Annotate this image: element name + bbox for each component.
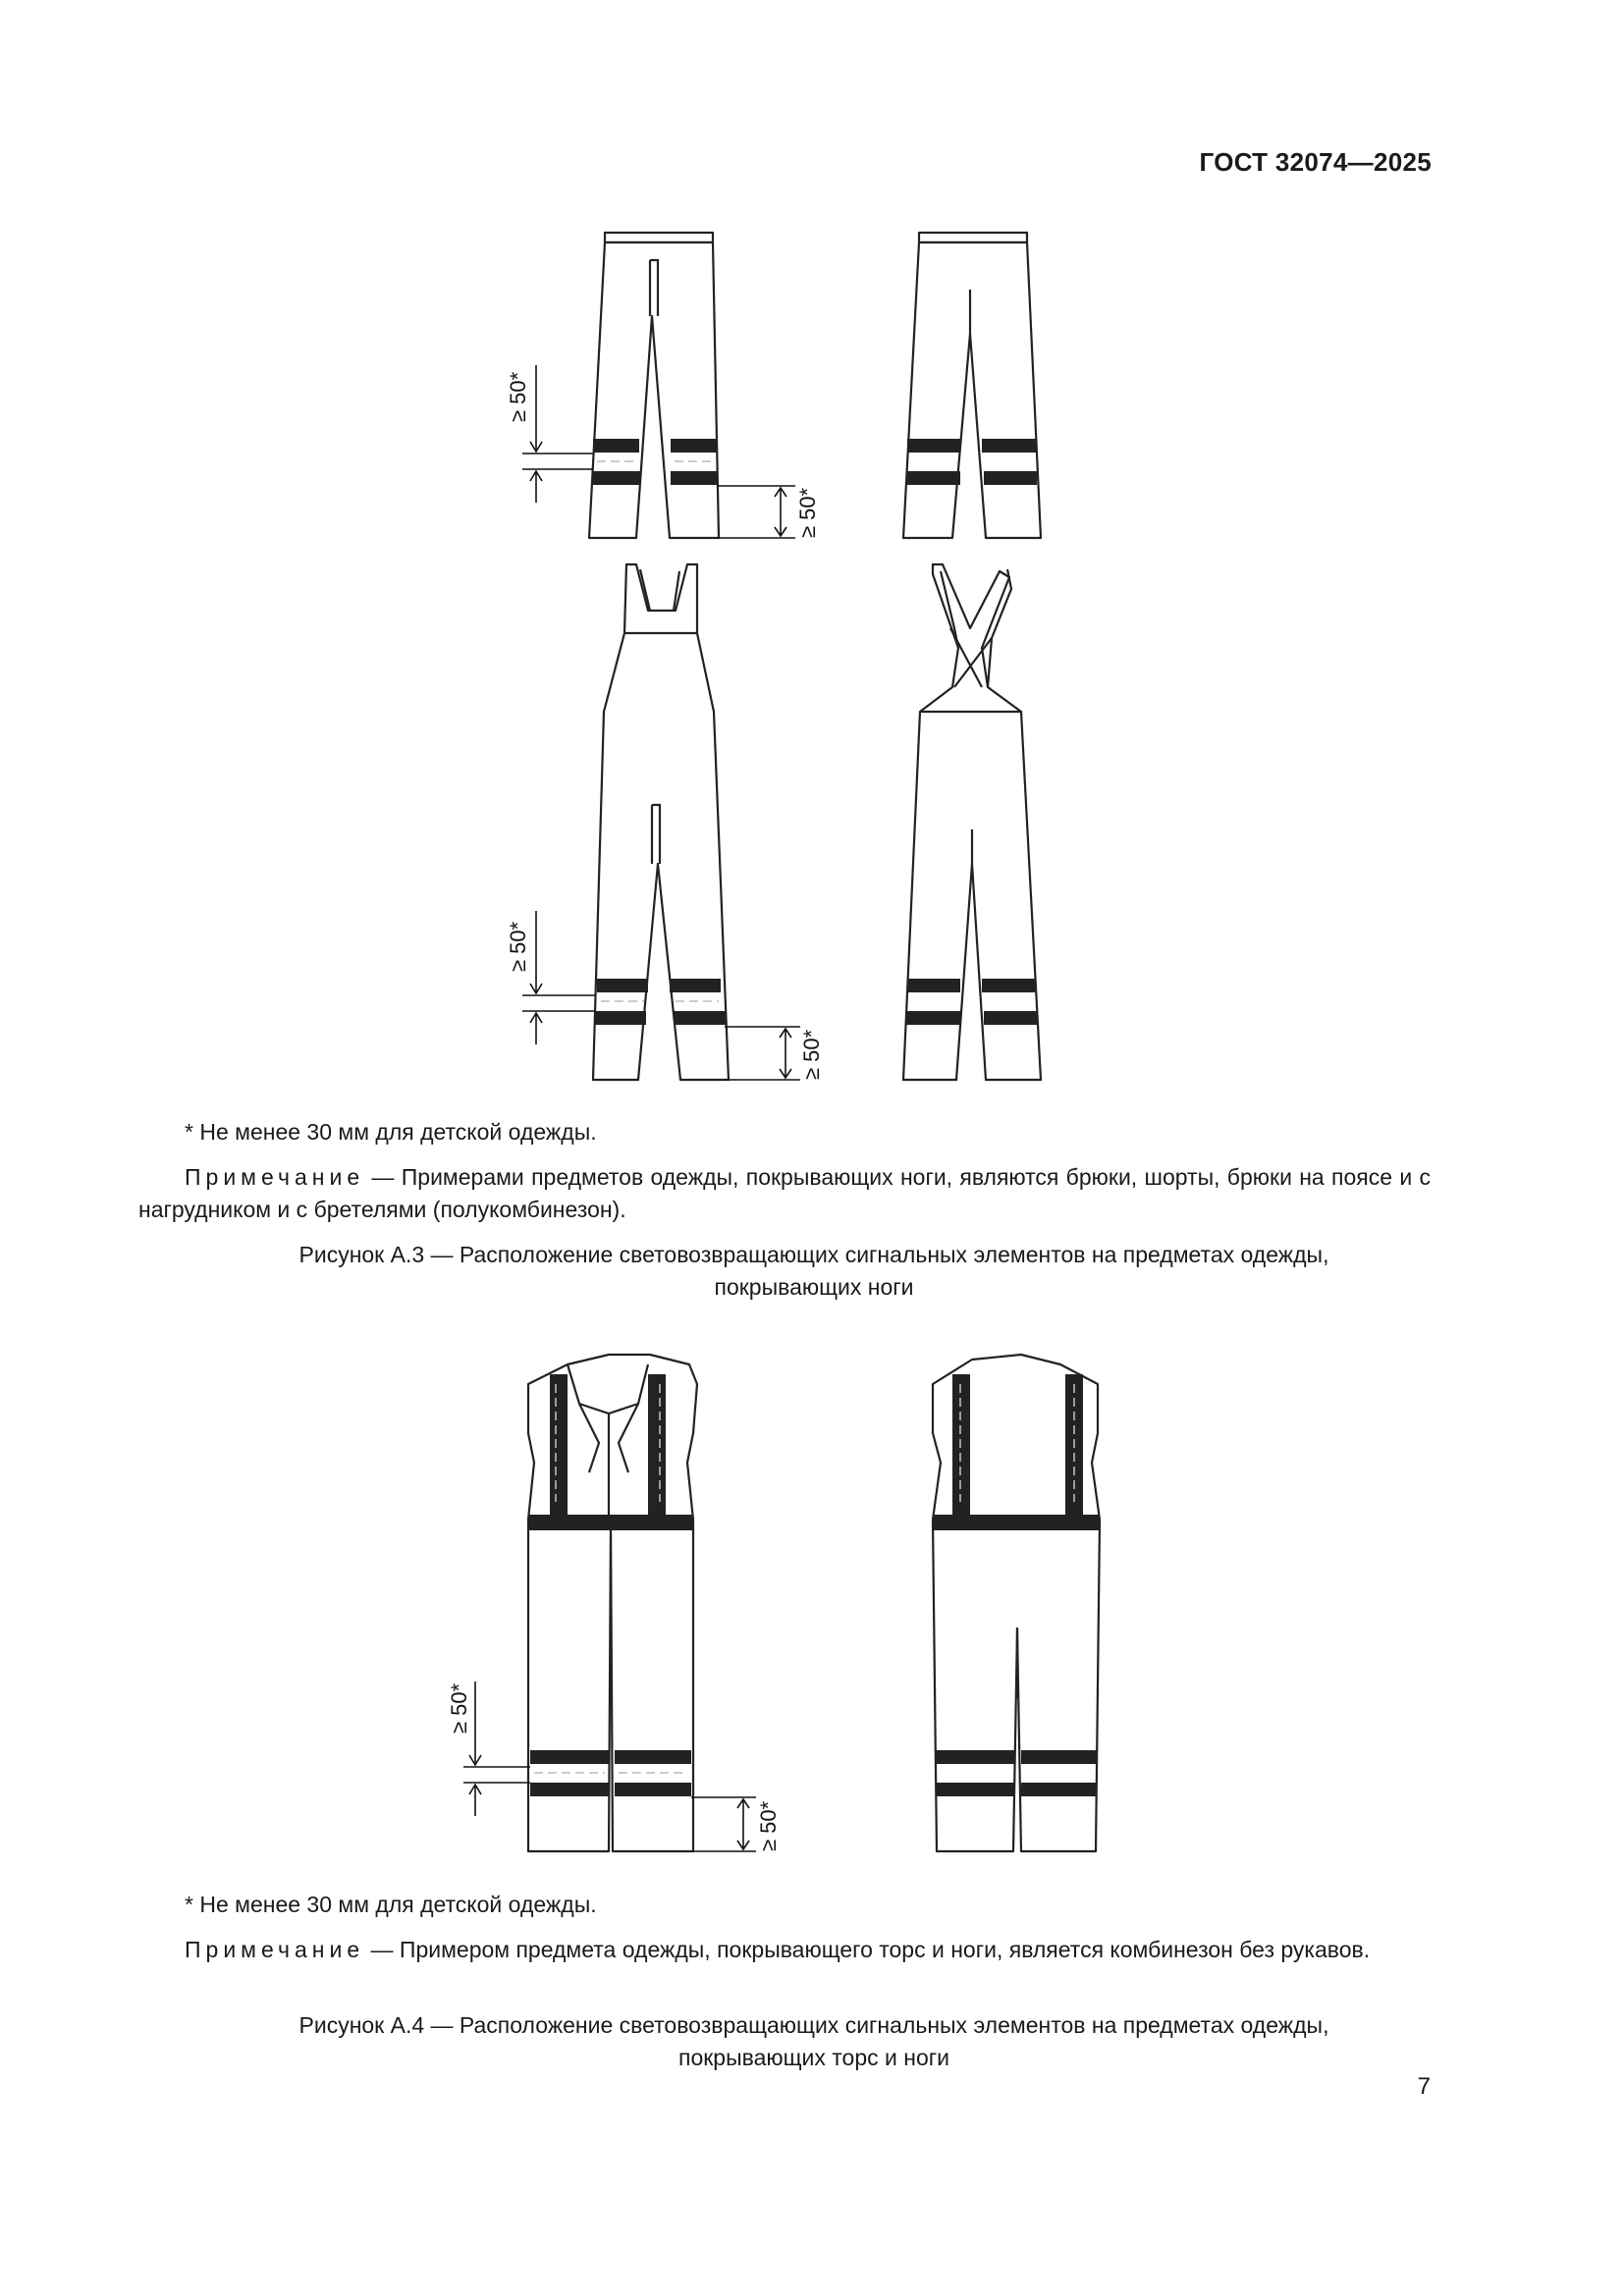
- caption-a4: [138, 2009, 1489, 2074]
- note-lead-a4: Примечание: [185, 1937, 365, 1962]
- dim-label-a3-bib-right: ≥ 50*: [799, 1029, 824, 1080]
- caption-a3-line1: Рисунок А.3 — Расположение световозвращающих сигнальных элементов на предметах одежды,: [298, 1242, 1329, 1267]
- dim-label-a3-trousers-right: ≥ 50*: [795, 487, 820, 538]
- note-a4: [138, 1934, 1431, 1966]
- trousers-front-illustration: [589, 233, 719, 538]
- footnote-a4: * Не менее 30 мм для детской одежды.: [185, 1892, 597, 1917]
- note-a3: [138, 1161, 1431, 1226]
- caption-a4-line1: Рисунок А.4 — Расположение световозвращающих сигнальных элементов на предметах одежды,: [298, 2012, 1329, 2038]
- coverall-back-illustration: [933, 1355, 1100, 1851]
- note-text-a3: — Примерами предметов одежды, покрывающих ноги, являются брюки, шорты, брюки на поясе и с нагрудником и с бретелями (полукомбинезон).: [138, 1164, 1431, 1222]
- dim-label-a3-trousers-left: ≥ 50*: [506, 371, 530, 422]
- bib-overalls-front-illustration: [593, 564, 729, 1080]
- dimension-marks-a3-bottom: [522, 911, 800, 1080]
- bib-overalls-back-illustration: [903, 564, 1041, 1080]
- trousers-back-illustration: [903, 233, 1041, 538]
- page-number: 7: [1417, 2073, 1431, 2100]
- dim-label-a4-right: ≥ 50*: [756, 1800, 781, 1851]
- footnote-a3: * Не менее 30 мм для детской одежды.: [185, 1119, 597, 1145]
- dim-label-a3-bib-left: ≥ 50*: [506, 921, 530, 972]
- dim-label-a4-left: ≥ 50*: [447, 1682, 471, 1734]
- caption-a3: [138, 1239, 1489, 1304]
- coverall-front-illustration: [528, 1355, 697, 1851]
- caption-a4-line2: покрывающих торс и ноги: [677, 2045, 949, 2070]
- document-id: ГОСТ 32074—2025: [1199, 147, 1432, 177]
- note-lead-a3: Примечание: [185, 1164, 365, 1190]
- caption-a3-line2: покрывающих ноги: [714, 1274, 914, 1300]
- note-text-a4: — Примером предмета одежды, покрывающего торс и ноги, является комбинезон без рукавов.: [364, 1937, 1371, 1962]
